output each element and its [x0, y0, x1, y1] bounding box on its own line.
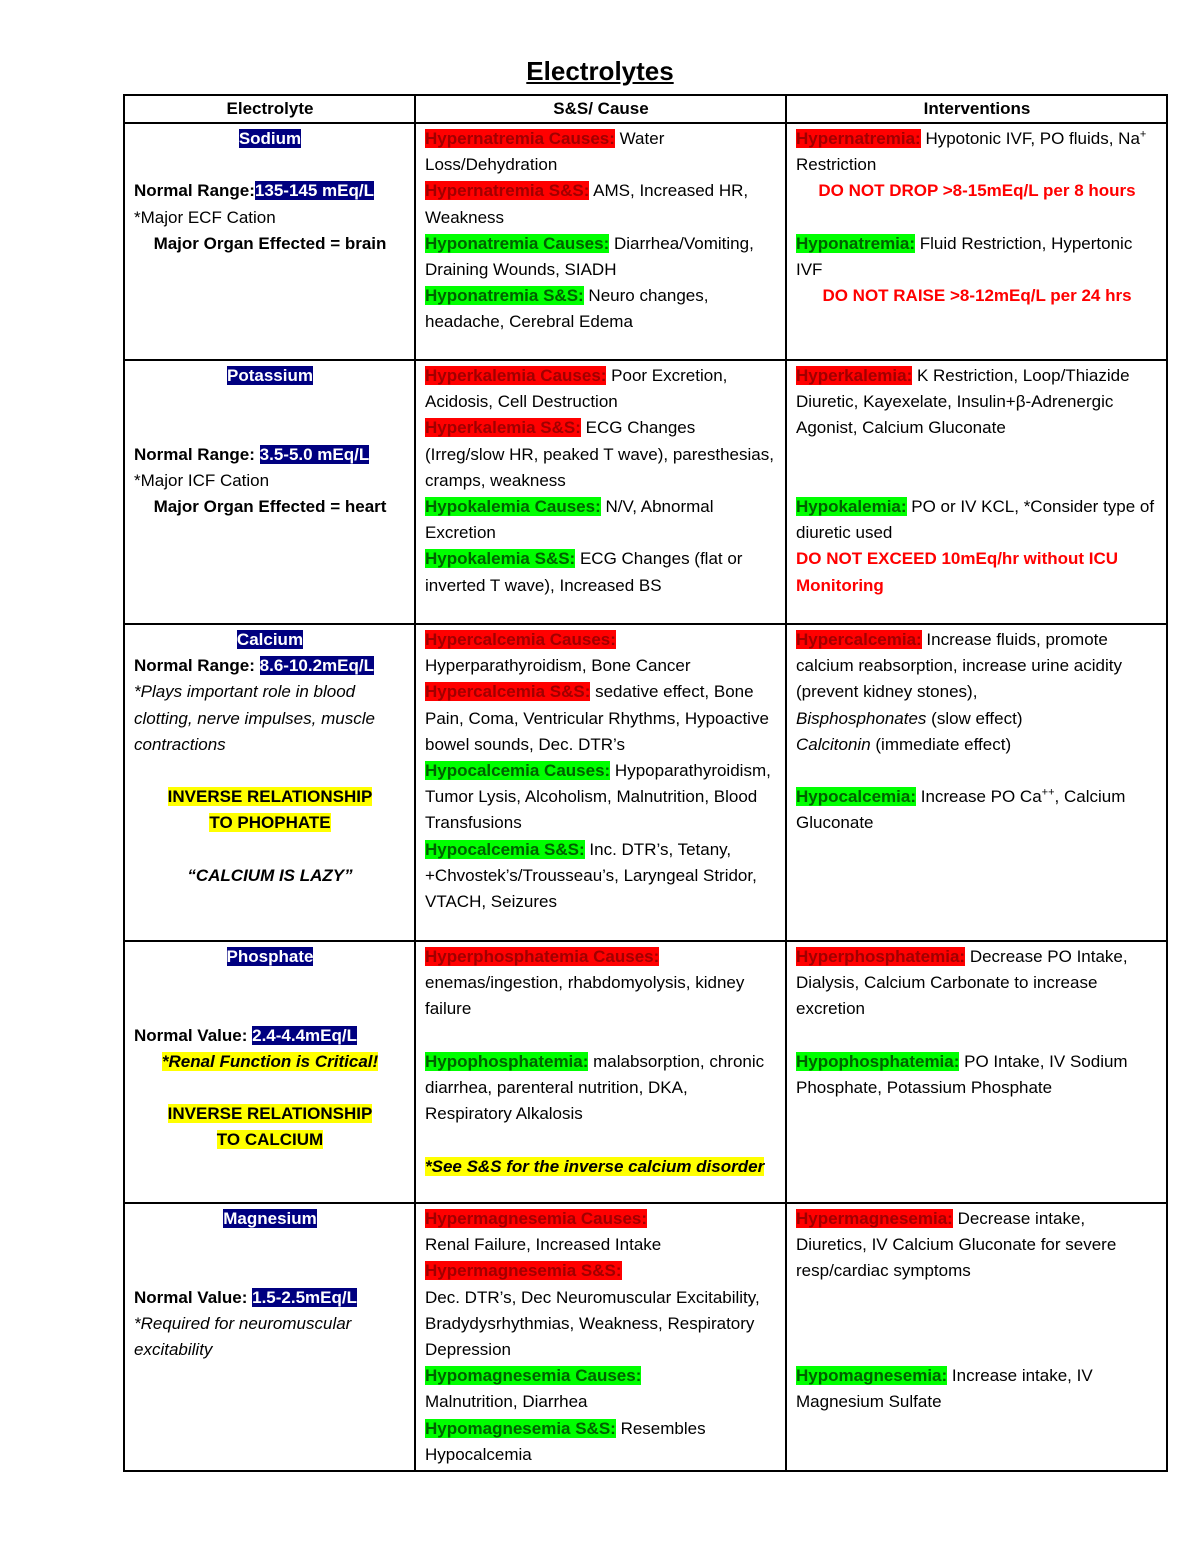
potassium-int-hyper-label: Hyperkalemia:	[796, 366, 913, 385]
table-row-phosphate	[124, 941, 1167, 1203]
magnesium-normal-value: 1.5-2.5mEq/L	[252, 1287, 357, 1307]
magnesium-hyper-causes-text: Renal Failure, Increased Intake	[425, 1235, 662, 1255]
calcium-ss-cell	[415, 624, 786, 941]
header-row	[124, 95, 1167, 123]
phosphate-normal-value: 2.4-4.4mEq/L	[252, 1025, 357, 1045]
sodium-hyper-ss-label: Hypernatremia S&S:	[425, 181, 590, 201]
sodium-int-hypo-warning: DO NOT RAISE >8-12mEq/L per 24 hrs	[822, 286, 1132, 306]
sodium-int-hyper-text: Hypotonic IVF, PO fluids, Na	[920, 129, 1140, 148]
calcium-interventions-cell	[786, 624, 1167, 941]
sodium-hyper-causes-text: Water Loss/Dehydration	[425, 129, 665, 175]
sodium-interventions-cell	[786, 123, 1167, 360]
phosphate-electrolyte-cell	[124, 941, 415, 1203]
phosphate-see-note: *See S&S for the inverse calcium disorder	[425, 1156, 765, 1176]
header-electrolyte: Electrolyte	[124, 95, 415, 123]
sodium-hypo-causes-label: Hyponatremia Causes:	[425, 233, 610, 253]
potassium-hypo-causes-label: Hypokalemia Causes:	[425, 497, 601, 517]
calcium-hypo-ss-text: Inc. DTR’s, Tetany, +Chvostek’s/Trousseau’s, Laryngeal Stridor, VTACH, Seizures	[425, 839, 757, 912]
sodium-ss-cell	[415, 123, 786, 360]
calcium-normal-label: Normal Range:	[134, 656, 255, 676]
phosphate-name: Phosphate	[226, 947, 314, 966]
calcium-int-cal-text: (immediate effect)	[870, 734, 1012, 754]
page-title: Electrolytes	[526, 56, 674, 86]
potassium-hypo-ss-label: Hypokalemia S&S:	[425, 549, 576, 569]
potassium-electrolyte-cell	[124, 360, 415, 624]
potassium-int-hypo-warning: DO NOT EXCEED 10mEq/hr without ICU Monitoring	[796, 549, 1119, 595]
potassium-normal-label: Normal Range:	[134, 444, 255, 464]
header-ss-cause: S&S/ Cause	[415, 95, 786, 123]
electrolytes-table	[123, 94, 1168, 1472]
magnesium-hypo-causes-text: Malnutrition, Diarrhea	[425, 1392, 588, 1412]
sodium-int-hypo-text: Fluid Restriction, Hypertonic IVF	[796, 233, 1133, 279]
sodium-normal-value: 135-145 mEq/L	[254, 181, 374, 201]
sodium-int-hyper-text2: Restriction	[796, 155, 877, 175]
phosphate-normal-label: Normal Value:	[134, 1025, 248, 1045]
potassium-hypo-ss-text: ECG Changes (flat or inverted T wave), Increased BS	[425, 549, 743, 595]
magnesium-hyper-ss-label: Hypermagnesemia S&S:	[425, 1261, 622, 1281]
sodium-hyper-ss-text: AMS, Increased HR, Weakness	[425, 181, 749, 227]
table-row-potassium	[124, 360, 1167, 624]
phosphate-inverse-note: INVERSE RELATIONSHIP TO CALCIUM	[167, 1104, 373, 1150]
sodium-note: *Major ECF Cation	[134, 207, 276, 227]
potassium-hyper-ss-text: ECG Changes (Irreg/slow HR, peaked T wave), paresthesias, cramps, weakness	[425, 418, 774, 490]
potassium-name: Potassium	[227, 366, 313, 385]
calcium-int-bisphosphonates: Bisphosphonates	[796, 708, 927, 728]
phosphate-hyper-causes-text: enemas/ingestion, rhabdomyolysis, kidney failure	[425, 973, 745, 1019]
calcium-lazy-note: “CALCIUM IS LAZY”	[187, 865, 353, 885]
potassium-interventions-cell	[786, 360, 1167, 624]
magnesium-hypo-ss-text: Resembles Hypocalcemia	[425, 1418, 706, 1464]
calcium-hyper-causes-text: Hyperparathyroidism, Bone Cancer	[425, 656, 691, 676]
potassium-note: *Major ICF Cation	[134, 470, 270, 490]
magnesium-electrolyte-cell	[124, 1203, 415, 1471]
calcium-int-hyper-text: Increase fluids, promote calcium reabsorption, increase urine acidity (prevent kidney stones),	[796, 630, 1122, 702]
calcium-int-hypo-sup: ++	[1041, 786, 1055, 799]
phosphate-hyper-causes-label: Hyperphosphatemia Causes:	[425, 947, 660, 966]
table-row-calcium	[124, 624, 1167, 941]
calcium-hyper-ss-text: sedative effect, Bone Pain, Coma, Ventricular Rhythms, Hypoactive bowel sounds, Dec. DTR’s	[425, 682, 769, 754]
magnesium-hypo-causes-label: Hypomagnesemia Causes:	[425, 1366, 642, 1386]
sodium-hyper-causes-label: Hypernatremia Causes:	[425, 129, 615, 148]
magnesium-int-hyper-label: Hypermagnesemia:	[796, 1209, 953, 1228]
magnesium-hypo-ss-label: Hypomagnesemia S&S:	[425, 1418, 616, 1438]
calcium-int-hypo-label: Hypocalcemia:	[796, 787, 916, 807]
calcium-int-hypo-text: Increase PO Ca	[916, 787, 1042, 807]
sodium-hypo-causes-text: Diarrhea/Vomiting, Draining Wounds, SIADH	[425, 233, 754, 280]
magnesium-interventions-cell	[786, 1203, 1167, 1471]
magnesium-normal-label: Normal Value:	[134, 1287, 248, 1307]
phosphate-hypo-label: Hypophosphatemia:	[425, 1051, 589, 1071]
sodium-normal-label: Normal Range:	[134, 181, 255, 201]
calcium-normal-value: 8.6-10.2mEq/L	[259, 656, 374, 676]
table-row-magnesium	[124, 1203, 1167, 1471]
header-interventions: Interventions	[786, 95, 1167, 123]
phosphate-ss-cell	[415, 941, 786, 1203]
calcium-hypo-causes-text: Hypoparathyroidism, Tumor Lysis, Alcoholism, Malnutrition, Blood Transfusions	[425, 761, 771, 833]
calcium-int-bis-text: (slow effect)	[926, 708, 1023, 728]
sodium-int-hyper-warning: DO NOT DROP >8-15mEq/L per 8 hours	[818, 181, 1136, 201]
sodium-organ: Major Organ Effected = brain	[153, 233, 387, 253]
potassium-hyper-ss-label: Hyperkalemia S&S:	[425, 418, 581, 438]
calcium-name: Calcium	[236, 630, 304, 649]
calcium-int-hyper-label: Hypercalcemia:	[796, 630, 922, 649]
magnesium-hyper-ss-text: Dec. DTR’s, Dec Neuromuscular Excitability, Bradydysrhythmias, Weakness, Respiratory Depression	[425, 1287, 760, 1360]
calcium-int-calcitonin: Calcitonin	[796, 734, 871, 754]
sodium-int-hyper-sup: +	[1139, 128, 1147, 141]
potassium-ss-cell	[415, 360, 786, 624]
sodium-electrolyte-cell	[124, 123, 415, 360]
sodium-int-hypo-label: Hyponatremia:	[796, 233, 916, 253]
calcium-note: *Plays important role in blood clotting, nerve impulses, muscle contractions	[134, 682, 375, 754]
calcium-hyper-ss-label: Hypercalcemia S&S:	[425, 682, 591, 702]
sodium-hypo-ss-text: Neuro changes, headache, Cerebral Edema	[425, 286, 709, 332]
calcium-hypo-causes-label: Hypocalcemia Causes:	[425, 761, 611, 781]
potassium-organ: Major Organ Effected = heart	[153, 496, 387, 516]
sodium-name: Sodium	[238, 129, 302, 148]
sodium-int-hyper-label: Hypernatremia:	[796, 129, 921, 148]
magnesium-int-hypo-label: Hypomagnesemia:	[796, 1366, 948, 1386]
phosphate-renal-note: *Renal Function is Critical!	[161, 1051, 379, 1071]
magnesium-int-hypo-text: Increase intake, IV Magnesium Sulfate	[796, 1366, 1093, 1412]
phosphate-int-hypo-text: PO Intake, IV Sodium Phosphate, Potassium Phosphate	[796, 1051, 1128, 1097]
potassium-normal-value: 3.5-5.0 mEq/L	[259, 444, 370, 464]
potassium-hypo-causes-text: N/V, Abnormal Excretion	[425, 497, 714, 543]
magnesium-name: Magnesium	[223, 1209, 317, 1228]
phosphate-int-hypo-label: Hypophosphatemia:	[796, 1051, 960, 1071]
sodium-hypo-ss-label: Hyponatremia S&S:	[425, 286, 584, 306]
potassium-hyper-causes-label: Hyperkalemia Causes:	[425, 366, 607, 385]
phosphate-int-hyper-text: Decrease PO Intake, Dialysis, Calcium Carbonate to increase excretion	[796, 947, 1128, 1019]
calcium-inverse-note: INVERSE RELATIONSHIP TO PHOPHATE	[167, 787, 373, 833]
calcium-int-hypo-text2: , Calcium Gluconate	[796, 787, 1126, 833]
phosphate-interventions-cell	[786, 941, 1167, 1203]
magnesium-ss-cell	[415, 1203, 786, 1471]
calcium-electrolyte-cell	[124, 624, 415, 941]
magnesium-int-hyper-text: Decrease intake, Diuretics, IV Calcium Gluconate for severe resp/cardiac symptoms	[796, 1209, 1117, 1281]
potassium-int-hyper-text: K Restriction, Loop/Thiazide Diuretic, Kayexelate, Insulin+β-Adrenergic Agonist, Calcium Gluconate	[796, 366, 1130, 438]
calcium-hypo-ss-label: Hypocalcemia S&S:	[425, 839, 585, 859]
potassium-int-hypo-label: Hypokalemia:	[796, 496, 907, 516]
phosphate-int-hyper-label: Hyperphosphatemia:	[796, 947, 966, 966]
calcium-hyper-causes-label: Hypercalcemia Causes:	[425, 630, 616, 649]
phosphate-hypo-text: malabsorption, chronic diarrhea, parenteral nutrition, DKA, Respiratory Alkalosis	[425, 1051, 765, 1124]
potassium-int-hypo-text: PO or IV KCL, *Consider type of diuretic used	[796, 496, 1155, 543]
magnesium-note: *Required for neuromuscular excitability	[134, 1313, 352, 1359]
table-row-sodium	[124, 123, 1167, 360]
magnesium-hyper-causes-label: Hypermagnesemia Causes:	[425, 1209, 648, 1228]
potassium-hyper-causes-text: Poor Excretion, Acidosis, Cell Destruction	[425, 366, 728, 412]
